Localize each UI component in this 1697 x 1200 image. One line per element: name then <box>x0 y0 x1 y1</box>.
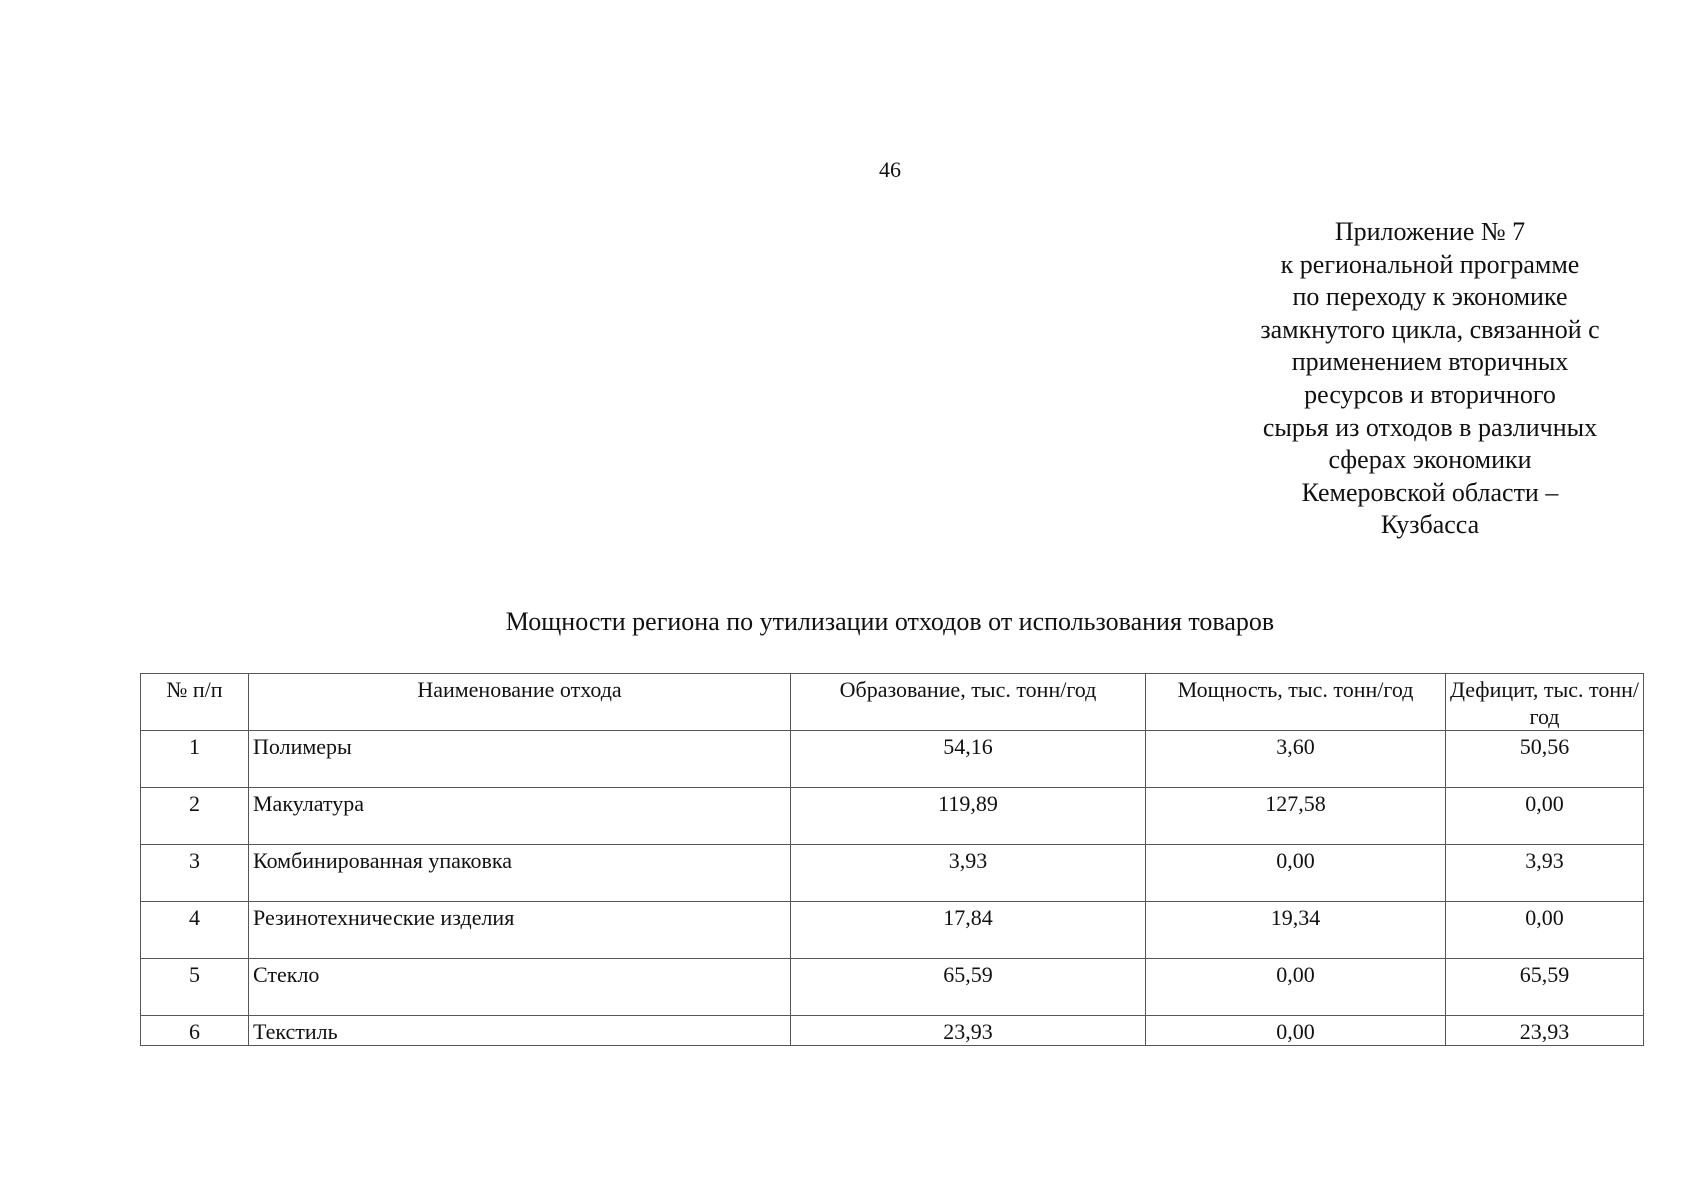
cell-deficit: 0,00 <box>1446 902 1644 959</box>
header-number: № п/п <box>141 674 249 731</box>
cell-waste-name: Макулатура <box>249 788 791 845</box>
appendix-line: замкнутого цикла, связанной с <box>1260 314 1600 344</box>
appendix-line: ресурсов и вторичного <box>1304 379 1556 409</box>
cell-generation: 54,16 <box>791 731 1146 788</box>
cell-capacity: 127,58 <box>1146 788 1446 845</box>
cell-generation: 65,59 <box>791 959 1146 1016</box>
header-waste-name: Наименование отхода <box>249 674 791 731</box>
cell-waste-name: Комбинированная упаковка <box>249 845 791 902</box>
appendix-line: к региональной программе <box>1280 249 1580 279</box>
table-row <box>141 1016 1644 1046</box>
cell-capacity: 0,00 <box>1146 959 1446 1016</box>
appendix-line: по переходу к экономике <box>1292 282 1568 312</box>
cell-deficit: 3,93 <box>1446 845 1644 902</box>
cell-capacity: 19,34 <box>1146 902 1446 959</box>
appendix-line: Кузбасса <box>1380 510 1480 540</box>
cell-waste-name: Полимеры <box>249 731 791 788</box>
cell-capacity: 0,00 <box>1146 1016 1446 1046</box>
header-deficit: Дефицит, тыс. тонн/год <box>1446 674 1644 731</box>
cell-number: 3 <box>141 845 249 902</box>
appendix-line: сферах экономики <box>1328 445 1532 475</box>
cell-number: 1 <box>141 731 249 788</box>
cell-number: 6 <box>141 1016 249 1046</box>
table-row <box>141 845 1644 902</box>
table-title: Мощности региона по утилизации отходов от использования товаров <box>505 607 1275 636</box>
appendix-caption <box>1220 216 1640 542</box>
header-generation: Образование, тыс. тонн/год <box>791 674 1146 731</box>
waste-capacity-table <box>140 673 1644 1046</box>
cell-capacity: 0,00 <box>1146 845 1446 902</box>
cell-generation: 3,93 <box>791 845 1146 902</box>
cell-waste-name: Резинотехнические изделия <box>249 902 791 959</box>
cell-deficit: 65,59 <box>1446 959 1644 1016</box>
cell-number: 2 <box>141 788 249 845</box>
appendix-line: Приложение № 7 <box>1334 217 1526 246</box>
appendix-line: сырья из отходов в различных <box>1262 412 1598 442</box>
cell-deficit: 23,93 <box>1446 1016 1644 1046</box>
appendix-line: Кемеровской области – <box>1301 477 1559 507</box>
cell-generation: 17,84 <box>791 902 1146 959</box>
cell-generation: 119,89 <box>791 788 1146 845</box>
cell-waste-name: Текстиль <box>249 1016 791 1046</box>
appendix-line: применением вторичных <box>1291 347 1569 377</box>
cell-capacity: 3,60 <box>1146 731 1446 788</box>
table-row <box>141 731 1644 788</box>
cell-number: 4 <box>141 902 249 959</box>
cell-deficit: 0,00 <box>1446 788 1644 845</box>
table-row <box>141 788 1644 845</box>
page-number: 46 <box>879 157 901 182</box>
table-row <box>141 959 1644 1016</box>
table-row <box>141 902 1644 959</box>
header-capacity: Мощность, тыс. тонн/год <box>1146 674 1446 731</box>
cell-deficit: 50,56 <box>1446 731 1644 788</box>
cell-waste-name: Стекло <box>249 959 791 1016</box>
cell-generation: 23,93 <box>791 1016 1146 1046</box>
table-header-row <box>141 674 1644 731</box>
cell-number: 5 <box>141 959 249 1016</box>
